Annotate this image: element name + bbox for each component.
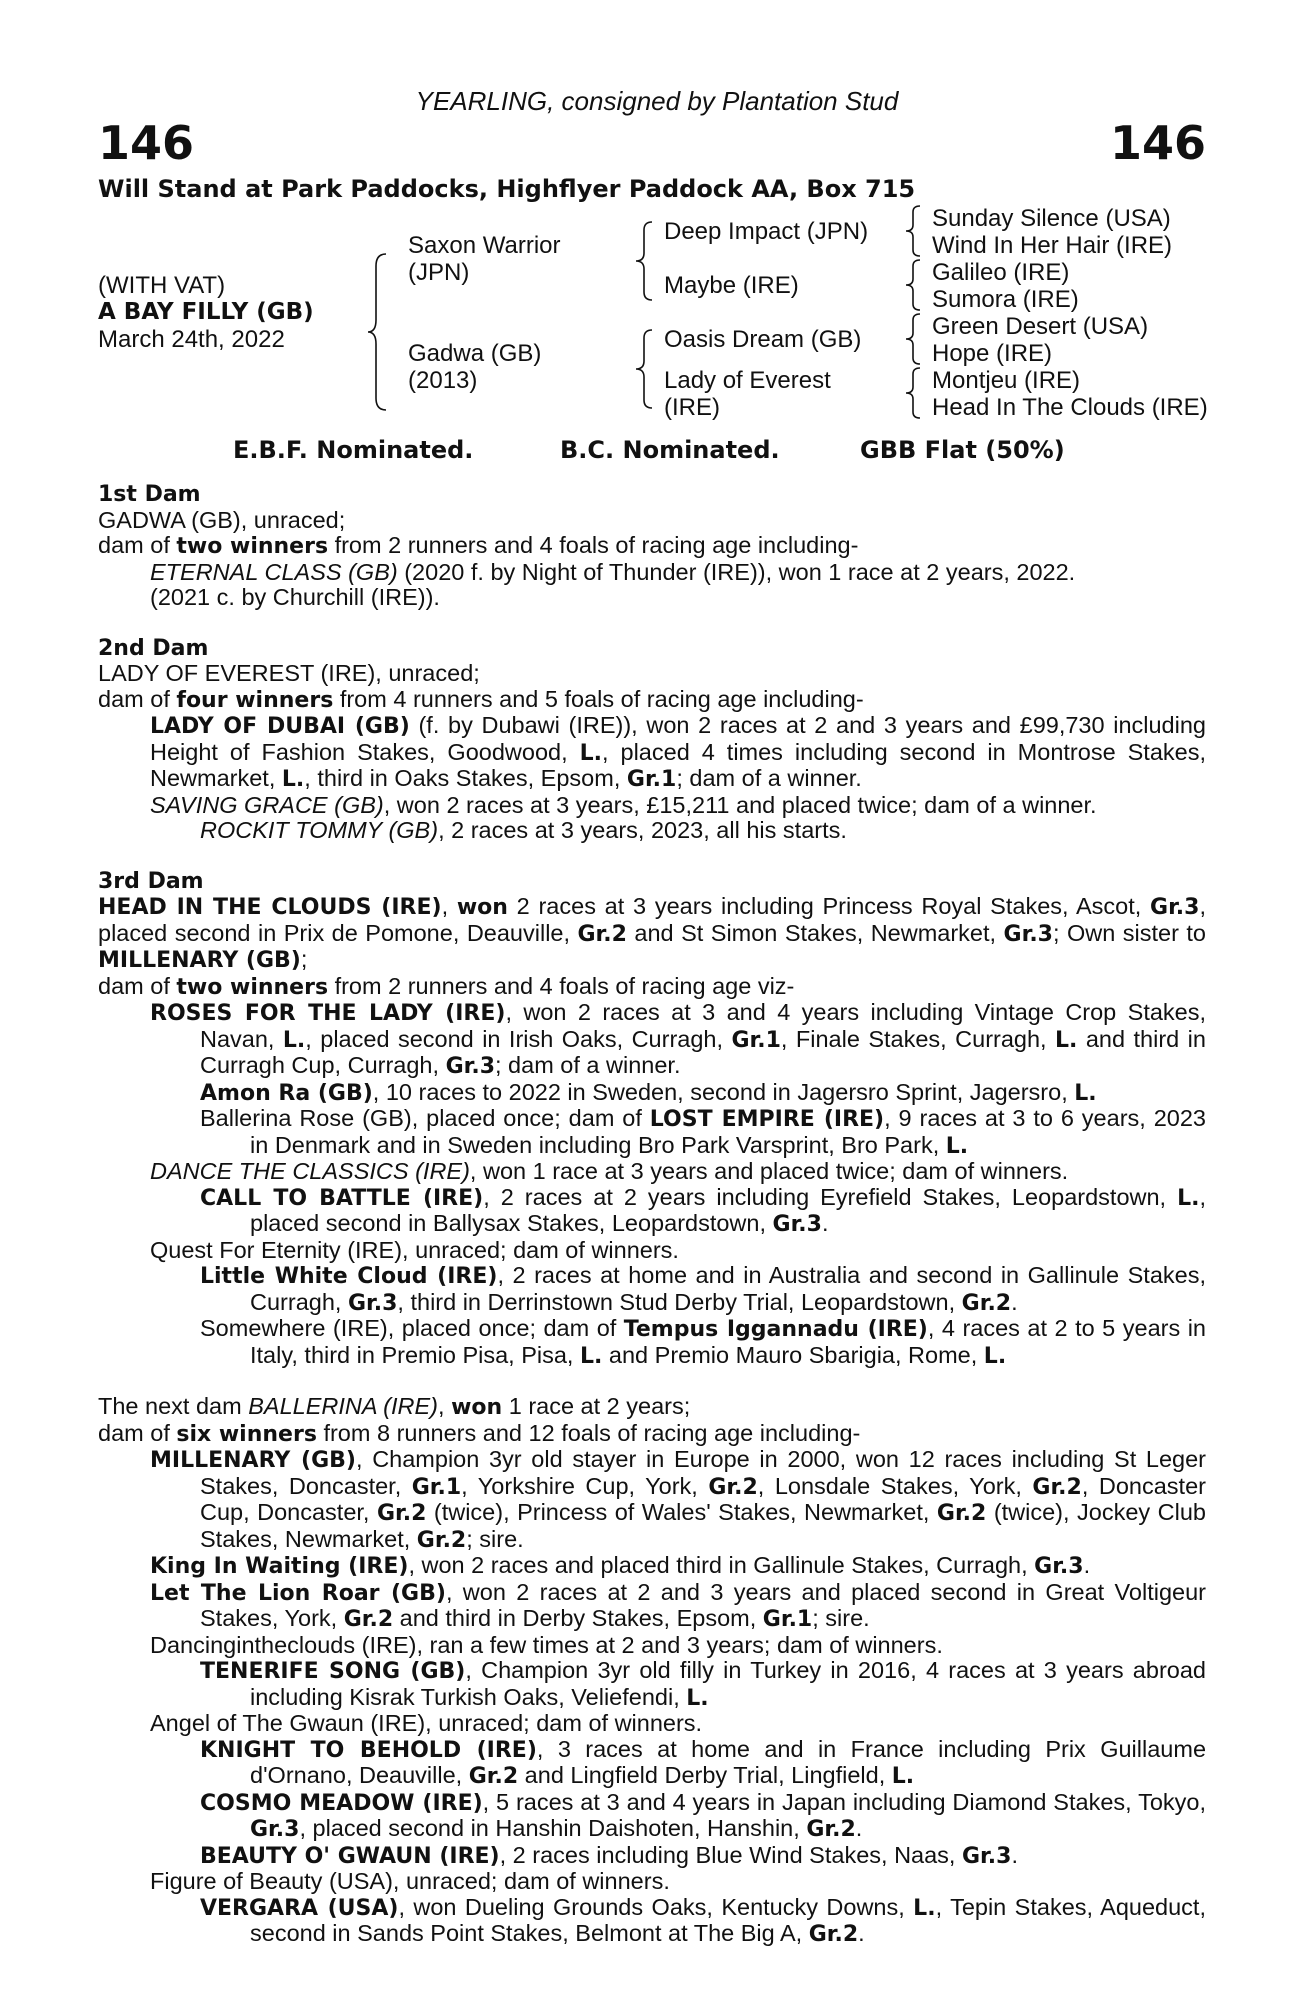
produce-entry: KNIGHT TO BEHOLD (IRE), 3 races at home and in France including Prix Guillaume d'Ornano, Deauville, Gr.2 and Lingfield Derby Trial, Lingfield, L. xyxy=(200,1735,1207,1789)
foaling-date: March 24th, 2022 xyxy=(98,326,285,353)
produce-entry: Quest For Eternity (IRE), unraced; dam of winners. xyxy=(150,1236,679,1263)
produce-entry: Ballerina Rose (GB), placed once; dam of LOST EMPIRE (IRE), 9 races at 3 to 6 years, 2023 in Denmark and in Sweden including Bro Park Varsprint, Bro Park, L. xyxy=(200,1105,1206,1159)
grandsire-4: Montjeu (IRE) xyxy=(932,367,1081,394)
dam-name-line2: (2013) xyxy=(408,367,478,394)
brace-g2 xyxy=(906,258,922,312)
lot-number-right: 146 xyxy=(1109,116,1206,170)
sire-name-line2: (JPN) xyxy=(408,259,470,286)
gbb-flat: GBB Flat (50%) xyxy=(860,436,1065,464)
produce-entry: Amon Ra (GB), 10 races to 2022 in Sweden, second in Jagersro Sprint, Jagersro, L. xyxy=(200,1078,1097,1106)
ebf-nomination: E.B.F. Nominated. xyxy=(233,436,474,464)
consignment-subtitle: YEARLING, consigned by Plantation Stud xyxy=(415,86,899,116)
catalogue-body xyxy=(98,482,1206,1948)
second-dam-line: LADY OF EVEREST (IRE), unraced; xyxy=(98,660,480,686)
first-dam-line: GADWA (GB), unraced; xyxy=(98,506,346,533)
third-dam-heading: 3rd Dam xyxy=(98,868,204,894)
next-dam-produce-summary: dam of six winners from 8 runners and 12 foals of racing age including- xyxy=(98,1419,861,1447)
second-dam-produce-summary: dam of four winners from 4 runners and 5 foals of racing age including- xyxy=(98,685,864,713)
brace-main xyxy=(368,252,388,412)
brace-g1 xyxy=(906,204,922,258)
third-dam-line: HEAD IN THE CLOUDS (IRE), won 2 races at 3 years including Princess Royal Stakes, Ascot, Gr.3, placed second in Prix de Pomone, Deauville, Gr.2 and St Simon Stakes, Newmarket, Gr.3; Own sister to MILLENARY (GB); xyxy=(98,893,1206,973)
granddam-3: Hope (IRE) xyxy=(932,340,1053,367)
stand-location: Will Stand at Park Paddocks, Highflyer Paddock AA, Box 715 xyxy=(98,175,916,203)
produce-entry: BEAUTY O' GWAUN (IRE), 2 races including Blue Wind Stakes, Naas, Gr.3. xyxy=(200,1841,1018,1869)
produce-entry: Angel of The Gwaun (IRE), unraced; dam of winners. xyxy=(150,1710,703,1736)
grandsire-3: Green Desert (USA) xyxy=(932,313,1149,340)
produce-entry: VERGARA (USA), won Dueling Grounds Oaks, Kentucky Downs, L., Tepin Stakes, Aqueduct, second in Sands Point Stakes, Belmont at The Big A, Gr.2. xyxy=(200,1893,1206,1947)
granddam-4: Head In The Clouds (IRE) xyxy=(932,394,1208,421)
brace-sire xyxy=(636,220,654,302)
granddam-2: Sumora (IRE) xyxy=(932,286,1079,313)
third-dam-produce-summary: dam of two winners from 2 runners and 4 foals of racing age viz- xyxy=(98,972,795,1000)
next-dam-line: The next dam BALLERINA (IRE), won 1 race at 2 years; xyxy=(98,1393,691,1420)
produce-entry: King In Waiting (IRE), won 2 races and placed third in Gallinule Stakes, Curragh, Gr.3. xyxy=(150,1552,1091,1579)
produce-entry: TENERIFE SONG (GB), Champion 3yr old filly in Turkey in 2016, 4 races at 3 years abroad including Kisrak Turkish Oaks, Veliefendi, L. xyxy=(200,1657,1206,1711)
dam-dam-line2: (IRE) xyxy=(664,394,720,421)
lot-number-left: 146 xyxy=(98,116,195,170)
produce-entry: DANCE THE CLASSICS (IRE), won 1 race at 3 years and placed twice; dam of winners. xyxy=(150,1158,1069,1184)
produce-entry: COSMO MEADOW (IRE), 5 races at 3 and 4 years in Japan including Diamond Stakes, Tokyo, Gr.3, placed second in Hanshin Daishoten, Hanshin, Gr.2. xyxy=(200,1788,1207,1842)
first-dam-heading: 1st Dam xyxy=(98,482,201,507)
produce-entry: (2021 c. by Churchill (IRE)). xyxy=(150,584,440,610)
granddam-1: Wind In Her Hair (IRE) xyxy=(932,232,1173,259)
grandsire-2: Galileo (IRE) xyxy=(932,259,1070,286)
sire-dam: Maybe (IRE) xyxy=(664,272,799,299)
produce-entry: ROCKIT TOMMY (GB), 2 races at 3 years, 2023, all his starts. xyxy=(200,817,847,843)
brace-g4 xyxy=(906,366,922,420)
produce-entry: Somewhere (IRE), placed once; dam of Tempus Iggannadu (IRE), 4 races at 2 to 5 years in Italy, third in Premio Pisa, Pisa, L. and Premio Mauro Sbarigia, Rome, L. xyxy=(200,1315,1206,1369)
horse-name: A BAY FILLY (GB) xyxy=(98,299,314,325)
sire-name-line1: Saxon Warrior xyxy=(408,232,561,259)
produce-entry: MILLENARY (GB), Champion 3yr old stayer in Europe in 2000, won 12 races including St Leger Stakes, Doncaster, Gr.1, Yorkshire Cup, York, Gr.2, Lonsdale Stakes, York, Gr.2, Doncaster Cup, Doncaster, Gr.2 (twice), Princess of Wales' Stakes, Newmarket, Gr.2 (twice), Jockey Club Stakes, Newmarket, Gr.2; sire. xyxy=(150,1446,1206,1553)
produce-entry: CALL TO BATTLE (IRE), 2 races at 2 years including Eyrefield Stakes, Leopardstown, L., placed second in Ballysax Stakes, Leopardstown, Gr.3. xyxy=(200,1183,1207,1237)
vat-note: (WITH VAT) xyxy=(98,272,226,299)
first-dam-produce-summary: dam of two winners from 2 runners and 4 foals of racing age including- xyxy=(98,532,859,559)
produce-entry: LADY OF DUBAI (GB) (f. by Dubawi (IRE)), won 2 races at 2 and 3 years and £99,730 including Height of Fashion Stakes, Goodwood, L., placed 4 times including second in Montrose Stakes, Newmarket, L., third in Oaks Stakes, Epsom, Gr.1; dam of a winner. xyxy=(150,712,1206,792)
sire-sire: Deep Impact (JPN) xyxy=(664,218,869,245)
brace-dam xyxy=(636,328,654,410)
second-dam-heading: 2nd Dam xyxy=(98,635,209,661)
produce-entry: Dancingintheclouds (IRE), ran a few times at 2 and 3 years; dam of winners. xyxy=(150,1631,943,1658)
produce-entry: SAVING GRACE (GB), won 2 races at 3 years, £15,211 and placed twice; dam of a winner. xyxy=(150,791,1097,818)
grandsire-1: Sunday Silence (USA) xyxy=(932,205,1171,232)
produce-entry: Figure of Beauty (USA), unraced; dam of winners. xyxy=(150,1868,670,1894)
produce-entry: ETERNAL CLASS (GB) (2020 f. by Night of Thunder (IRE)), won 1 race at 2 years, 2022. xyxy=(150,558,1076,585)
dam-sire: Oasis Dream (GB) xyxy=(664,326,862,353)
brace-g3 xyxy=(906,312,922,366)
produce-entry: ROSES FOR THE LADY (IRE), won 2 races at 3 and 4 years including Vintage Crop Stakes, Navan, L., placed second in Irish Oaks, Curragh, Gr.1, Finale Stakes, Curragh, L. and third in Curragh Cup, Curragh, Gr.3; dam of a winner. xyxy=(150,999,1207,1079)
dam-dam-line1: Lady of Everest xyxy=(664,367,831,394)
produce-entry: Little White Cloud (IRE), 2 races at home and in Australia and second in Gallinule Stakes, Curragh, Gr.3, third in Derrinstown Stud Derby Trial, Leopardstown, Gr.2. xyxy=(200,1262,1206,1316)
bc-nomination: B.C. Nominated. xyxy=(560,436,780,464)
dam-name-line1: Gadwa (GB) xyxy=(408,340,542,367)
produce-entry: Let The Lion Roar (GB), won 2 races at 2 and 3 years and placed second in Great Voltigeur Stakes, York, Gr.2 and third in Derby Stakes, Epsom, Gr.1; sire. xyxy=(150,1578,1206,1632)
